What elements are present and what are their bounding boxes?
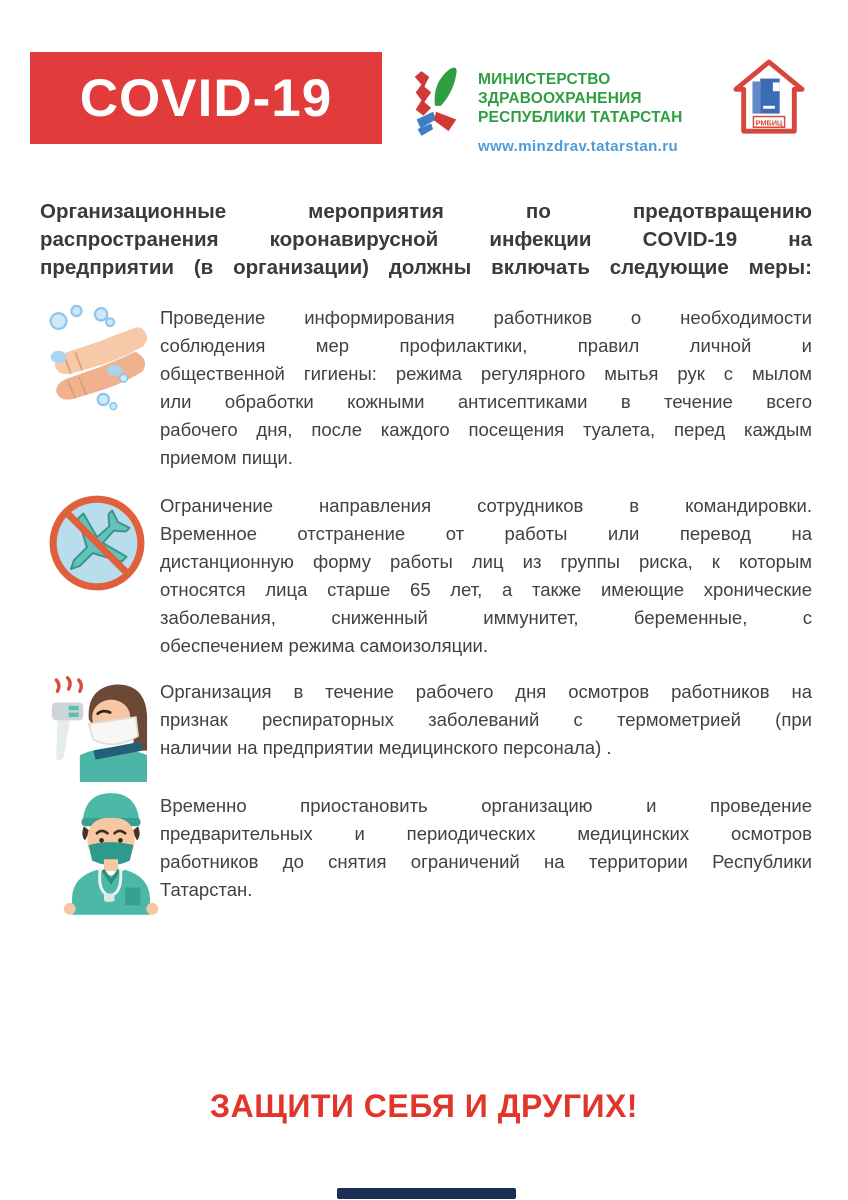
item-line: Ограничение направления сотрудников в командировки. <box>160 495 812 516</box>
item-line: приемом пищи. <box>160 447 293 468</box>
item-text-hygiene <box>160 304 812 472</box>
item-line: дистанционную форму работы лиц из группы риска, к которым <box>160 551 812 572</box>
item-line: обеспечением режима самоизоляции. <box>160 635 489 656</box>
item-text-thermometry <box>160 678 812 762</box>
covid19-banner-label: COVID-19 <box>79 68 333 128</box>
intro-heading <box>40 198 812 282</box>
item-line: Временно приостановить организацию и проведение <box>160 795 812 816</box>
item-text-travel-restriction <box>160 492 812 660</box>
item-line: Временное отстранение от работы или перевод на <box>160 523 812 544</box>
ministry-name-line2: РЕСПУБЛИКИ ТАТАРСТАН <box>478 109 683 126</box>
item-line: или обработки кожными антисептиками в течение всего <box>160 391 812 412</box>
covid19-banner <box>30 52 382 144</box>
ministry-name-line1: МИНИСТЕРСТВО ЗДРАВООХРАНЕНИЯ <box>478 71 642 107</box>
item-text-medical-exams <box>160 792 812 904</box>
intro-line: распространения коронавирусной инфекции COVID-19 на <box>40 228 812 251</box>
washing-hands-icon <box>44 300 156 416</box>
protect-yourself-slogan: ЗАЩИТИ СЕБЯ И ДРУГИХ! <box>210 1088 638 1124</box>
item-line: работников до снятия ограничений на территории Республики <box>160 851 812 872</box>
rmbic-house-logo-icon <box>732 56 806 142</box>
item-line: общественной гигиены: режима регулярного мытья рук с мылом <box>160 363 812 384</box>
intro-line: Организационные мероприятия по предотвращению <box>40 200 812 223</box>
item-line: предварительных и периодических медицинских осмотров <box>160 823 812 844</box>
item-line: соблюдения мер профилактики, правил личной и <box>160 335 812 356</box>
temperature-check-icon <box>44 670 156 782</box>
item-line: признак респираторных заболеваний с термометрией (при <box>160 709 812 730</box>
item-line: Татарстан. <box>160 879 253 900</box>
item-line: рабочего дня, после каждого посещения туалета, перед каждым <box>160 419 812 440</box>
item-line: Организация в течение рабочего дня осмотров работников на <box>160 681 812 702</box>
no-travel-icon <box>46 492 148 594</box>
ministry-emblem-icon <box>406 62 464 146</box>
intro-line: предприятии (в организации) должны включать следующие меры: <box>40 256 812 279</box>
rmbic-label: РМБИЦ <box>755 118 783 128</box>
item-line: заболевания, сниженный иммунитет, беременные, с <box>160 607 812 628</box>
item-line: относятся лица старше 65 лет, а также имеющие хронические <box>160 579 812 600</box>
footer-navy-bar <box>337 1188 516 1199</box>
item-line: Проведение информирования работников о необходимости <box>160 307 812 328</box>
item-line: наличии на предприятии медицинского персонала) . <box>160 737 612 758</box>
ministry-website: www.minzdrav.tatarstan.ru <box>478 138 679 155</box>
doctor-icon <box>52 786 170 916</box>
